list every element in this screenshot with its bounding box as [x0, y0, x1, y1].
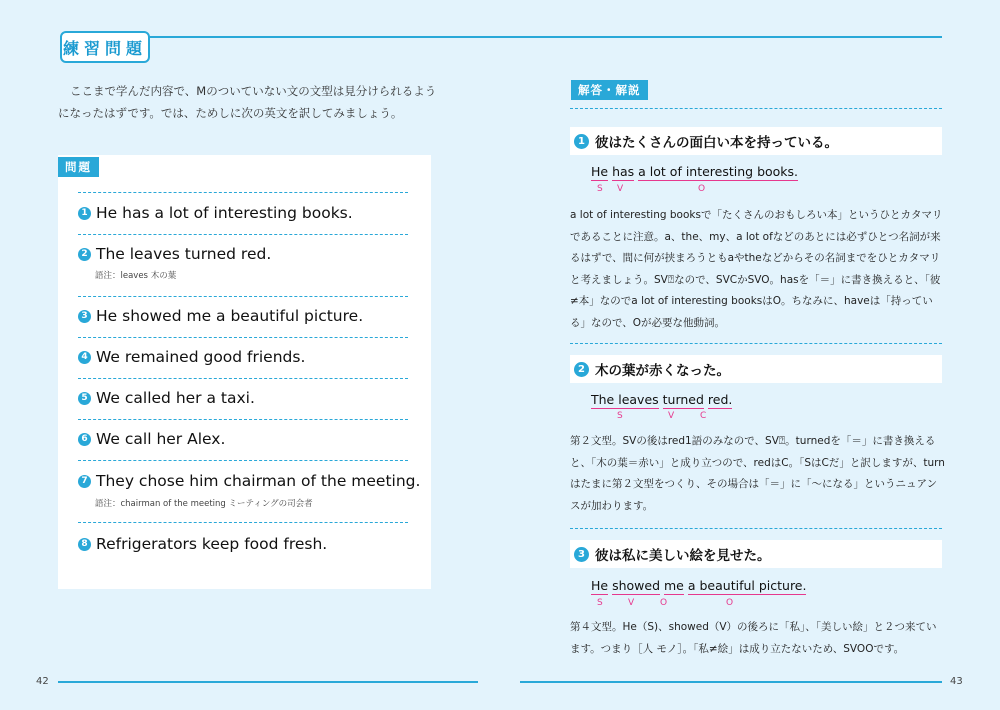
role-label: S: [617, 411, 623, 421]
divider: [78, 460, 408, 461]
questions-tag: 問題: [58, 157, 99, 177]
footer-rule: [520, 681, 942, 683]
question-item: [78, 430, 225, 448]
subject-segment: He: [591, 164, 609, 179]
role-label: S: [597, 598, 603, 608]
verb-segment: turned: [662, 392, 704, 407]
answers-tag: 解答・解説: [571, 80, 648, 100]
question-item: [78, 245, 271, 263]
analyzed-sentence: [591, 578, 806, 593]
number-badge: 1: [574, 134, 589, 149]
answer-translation: 木の葉が赤くなった。: [595, 363, 730, 379]
number-badge: 7: [78, 475, 91, 488]
answer-heading: [570, 127, 942, 155]
number-badge: 2: [574, 362, 589, 377]
question-text: He showed me a beautiful picture.: [96, 307, 364, 325]
complement-segment: red.: [707, 392, 733, 407]
divider: [78, 337, 408, 338]
verb-segment: showed: [612, 578, 661, 593]
explanation-text: 第４文型。He（S)、showed（V）の後ろに「私」、「美しい絵」と２つ来ています。つまり［人 モノ］。「私≠絵」は成り立たないため、SVOOです。: [570, 621, 937, 655]
role-label: S: [597, 184, 603, 194]
direct-object-segment: a beautiful picture.: [687, 578, 807, 593]
role-label: V: [628, 598, 635, 608]
number-badge: 3: [78, 310, 91, 323]
divider: [570, 343, 942, 344]
divider: [78, 378, 408, 379]
page-number-left: 42: [36, 676, 49, 687]
subject-segment: The leaves: [591, 392, 659, 407]
number-badge: 6: [78, 433, 91, 446]
vocab-note: 語注：leaves 木の葉: [95, 271, 177, 281]
divider: [78, 234, 408, 235]
question-item: [78, 535, 327, 553]
subject-segment: He: [591, 578, 609, 593]
explanation-text: 第２文型。SVの後はred1語のみなので、SV⍰。turnedを「＝」に書き換えると、「木の葉＝赤い」と成り立つので、redはC。「SはCだ」と訳しますが、turnはたまに第２文型をつくり、その場合は「＝」に「〜になる」というニュアンスが加わります。: [570, 435, 945, 512]
question-item: [78, 307, 363, 325]
question-text: We call her Alex.: [96, 430, 226, 448]
question-text: We remained good friends.: [96, 348, 306, 366]
answer-translation: 彼は私に美しい絵を見せた。: [595, 548, 771, 564]
number-badge: 2: [78, 248, 91, 261]
divider: [78, 192, 408, 193]
number-badge: 5: [78, 392, 91, 405]
analyzed-sentence: [591, 164, 798, 179]
divider: [78, 522, 408, 523]
divider: [570, 528, 942, 529]
question-text: We called her a taxi.: [96, 389, 255, 407]
role-label: O: [660, 598, 668, 608]
question-item: [78, 348, 305, 366]
answer-heading: [570, 355, 942, 383]
question-text: Refrigerators keep food fresh.: [96, 535, 328, 553]
number-badge: 1: [78, 207, 91, 220]
question-text: They chose him chairman of the meeting.: [96, 472, 421, 490]
question-text: The leaves turned red.: [96, 245, 272, 263]
verb-segment: has: [612, 164, 635, 179]
number-badge: 3: [574, 547, 589, 562]
intro-text: ここまで学んだ内容で、Mのついていない文の文型は見分けられるようになったはずです。では、ためしに次の英文を訳してみましょう。: [58, 84, 437, 120]
header-rule: [150, 36, 942, 38]
answer-translation: 彼はたくさんの面白い本を持っている。: [595, 135, 838, 151]
role-label: O: [698, 184, 706, 194]
role-label: V: [617, 184, 624, 194]
object-segment: a lot of interesting books.: [638, 164, 799, 179]
vocab-note: 語注：chairman of the meeting ミーティングの司会者: [95, 499, 313, 509]
indirect-object-segment: me: [664, 578, 684, 593]
explanation-text: a lot of interesting booksで「たくさんのおもしろい本」というひとカタマリであることに注意。a、the、my、a lot ofなどのあとには必ずひとつ名詞が来るはずで、間に何が挟まろうともaやtheなどからその名詞までをひとカタマリと考えましょう。SV⍰なので、SVCかSVO。hasを「＝」に書き換えると、「彼≠本」なのでa lot of interesting booksはO。ちなみに、haveは「持っている」なので、Oが必要な他動詞。: [570, 209, 943, 329]
question-item: [78, 472, 420, 490]
answer-heading: [570, 540, 942, 568]
divider: [78, 296, 408, 297]
number-badge: 8: [78, 538, 91, 551]
section-title: 練習問題: [60, 31, 150, 63]
role-label: O: [726, 598, 734, 608]
divider: [570, 108, 942, 109]
role-label: V: [668, 411, 675, 421]
divider: [78, 419, 408, 420]
footer-rule: [58, 681, 478, 683]
question-text: He has a lot of interesting books.: [96, 204, 353, 222]
question-item: [78, 389, 255, 407]
role-label: C: [700, 411, 707, 421]
page-number-right: 43: [950, 676, 963, 687]
number-badge: 4: [78, 351, 91, 364]
question-item: [78, 204, 353, 222]
analyzed-sentence: [591, 392, 732, 407]
